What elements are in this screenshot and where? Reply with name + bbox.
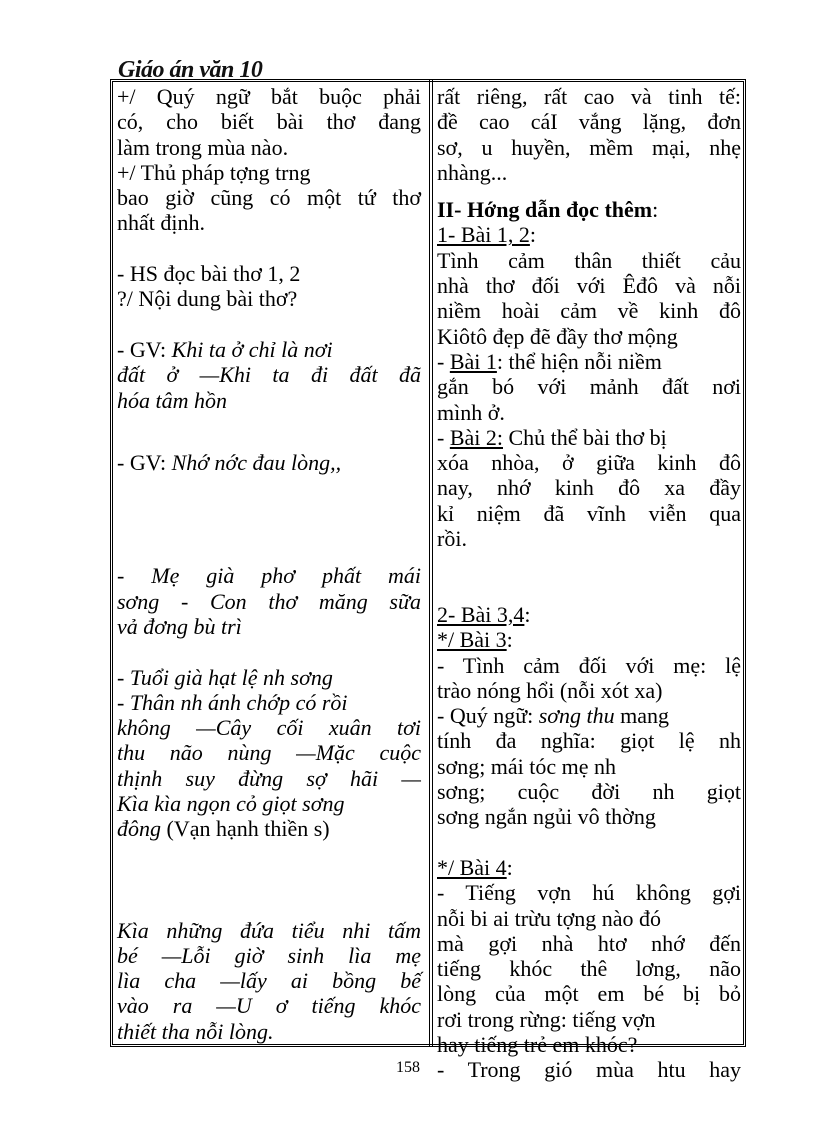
punctuation: : [506, 627, 513, 653]
text-line: +/ Quý ngữ bắt buộc phải [117, 84, 421, 109]
text-line: mà gợi nhà htơ nhớ đến [437, 930, 741, 956]
text-line: sơng; cuộc đời nh giọt [437, 779, 741, 805]
quote-line: thu não nùng —Mặc cuộc [117, 740, 421, 766]
text-line: có, cho biết bài thơ đang [117, 109, 421, 135]
dash: - [437, 424, 450, 450]
spacer [117, 842, 421, 867]
spacer [437, 577, 741, 602]
spacer [117, 892, 421, 917]
left-column [117, 84, 421, 1044]
text-line: hay tiếng trẻ em khóc? [437, 1031, 638, 1057]
spacer [437, 185, 741, 197]
text-line: nỗi bi ai trừu tợng nào đó [437, 905, 661, 931]
text-line: - Tiếng vợn hú không gợi [437, 880, 741, 906]
quote-text: đông [117, 816, 161, 842]
spacer [117, 312, 421, 337]
gv-label: - GV: [117, 336, 172, 362]
text-line: kỉ niệm đã vĩnh viễn qua [437, 500, 741, 526]
text-line [437, 703, 741, 728]
subheading [437, 855, 741, 880]
text-line: - Trong gió mùa htu hay [437, 1057, 741, 1083]
text-line: rồi. [437, 526, 467, 552]
text-line: mình ở. [437, 399, 505, 425]
text-line: nhà thơ đối với Êđô và nỗi [437, 273, 741, 299]
quote-line: thiết tha nỗi lòng. [117, 1018, 274, 1044]
quote-line: Kìa những đứa tiểu nhi tấm [117, 917, 421, 943]
subheading-text: */ Bài 4 [437, 854, 507, 880]
text-line: +/ Thủ pháp tợng trng [117, 159, 311, 185]
subheading [437, 222, 741, 247]
text-line: Kiôtô đẹp đẽ đầy thơ mộng [437, 323, 678, 349]
column-divider [429, 80, 430, 1046]
spacer [437, 551, 741, 576]
text-line [437, 425, 741, 450]
text-line [117, 337, 421, 362]
text-line: bao giờ cũng có một tứ thơ [117, 185, 421, 211]
spacer [117, 501, 421, 526]
spacer [117, 526, 421, 551]
punctuation: : [529, 222, 537, 248]
text-line: - Tình cảm đối với mẹ: lệ [437, 652, 741, 678]
punctuation: : [506, 854, 513, 880]
text-line: rơi trong rừng: tiếng vợn [437, 1006, 656, 1032]
text-line: gắn bó với mảnh đất nơi [437, 374, 741, 400]
quote-line: đất ở —Khi ta đi đất đã [117, 362, 421, 388]
quote-line: - Tuổi già hạt lệ nh sơng [117, 664, 333, 690]
text-line: nhất định. [117, 210, 205, 236]
quote-line: hóa tâm hồn [117, 387, 227, 413]
text: Chủ thể bài thơ bị [503, 424, 667, 450]
quote-line: - Mẹ già phơ phất mái [117, 563, 421, 589]
spacer [117, 438, 421, 450]
text-line: tính đa nghĩa: giọt lệ nh [437, 728, 741, 754]
dash: - [437, 348, 450, 374]
text-line: đề cao cáI vắng lặng, đơn [437, 109, 741, 135]
quote-line: vào ra —U ơ tiếng khóc [117, 993, 421, 1019]
text-line: rất riêng, rất cao và tinh tế: [437, 84, 741, 109]
page-number: 158 [396, 1059, 420, 1076]
column-divider-inner [432, 80, 433, 1046]
text-line: sơng ngắn ngủi vô thờng [437, 804, 656, 830]
subheading [437, 602, 741, 627]
poem-label: Bài 1 [449, 348, 497, 374]
poem-label: Bài 2: [449, 424, 503, 450]
right-column [437, 84, 741, 1083]
text-line: ?/ Nội dung bài thơ? [117, 286, 298, 312]
text: : thể hiện nỗi niềm [496, 348, 662, 374]
text-line: sơng; mái tóc mẹ nh [437, 753, 617, 779]
quote-text: Nhớ nớc đau lòng,, [171, 450, 342, 476]
spacer [437, 830, 741, 855]
quote-line: không —Cây cối xuân tơi [117, 715, 421, 741]
quote-line: lìa cha —lấy ai bồng bế [117, 968, 421, 994]
text-line: tiếng khóc thê lơng, não [437, 956, 741, 982]
citation: (Vạn hạnh thiền s) [161, 816, 330, 842]
text-line: xóa nhòa, ở giữa kinh đô [437, 450, 741, 476]
text-line: sơ, u huyền, mềm mại, nhẹ [437, 134, 741, 160]
page-header-title: Giáo án văn 10 [118, 57, 263, 83]
quote-line: - Thân nh ánh chớp có rồi [117, 689, 348, 715]
text: mang [614, 703, 670, 729]
spacer [117, 867, 421, 892]
text-line: trào nóng hổi (nỗi xót xa) [437, 677, 663, 703]
text-line [437, 349, 741, 374]
section-heading [437, 197, 741, 222]
spacer [117, 639, 421, 664]
text-line: - HS đọc bài thơ 1, 2 [117, 261, 301, 287]
spacer [117, 551, 421, 563]
spacer [117, 413, 421, 438]
section-heading-text: II- Hớng dẫn đọc thêm [437, 197, 653, 223]
text-line: Tình cảm thân thiết cảu [437, 247, 741, 273]
subheading-text: 1- Bài 1, 2 [437, 222, 530, 248]
quote-text: Khi ta ở chỉ là nơi [171, 336, 333, 362]
gv-label: - GV: [117, 450, 172, 476]
text-line [117, 450, 421, 475]
spacer [117, 475, 421, 500]
emphasis: sơng thu [538, 703, 615, 729]
text-line [117, 816, 421, 841]
quote-line: sơng - Con thơ măng sữa [117, 588, 421, 614]
subheading-text: 2- Bài 3,4 [437, 601, 525, 627]
text-line: làm trong mùa nào. [117, 134, 289, 160]
text-line: niềm hoài cảm về kinh đô [437, 298, 741, 324]
text-line: nhàng... [437, 159, 508, 185]
subheading [437, 627, 741, 652]
spacer [117, 236, 421, 261]
quote-line: vả đơng bù trì [117, 613, 242, 639]
subheading-text: */ Bài 3 [437, 627, 507, 653]
quote-line: Kìa kìa ngọn cỏ giọt sơng [117, 791, 345, 817]
punctuation: : [524, 601, 531, 627]
text-line: lòng của một em bé bị bỏ [437, 981, 741, 1007]
text: - Quý ngữ: [437, 703, 539, 729]
text-line: nay, nhớ kinh đô xa đầy [437, 475, 741, 501]
quote-line: bé —Lỗi giờ sinh lìa mẹ [117, 942, 421, 968]
quote-line: thịnh suy đừng sợ hãi — [117, 765, 421, 791]
punctuation: : [652, 197, 659, 223]
